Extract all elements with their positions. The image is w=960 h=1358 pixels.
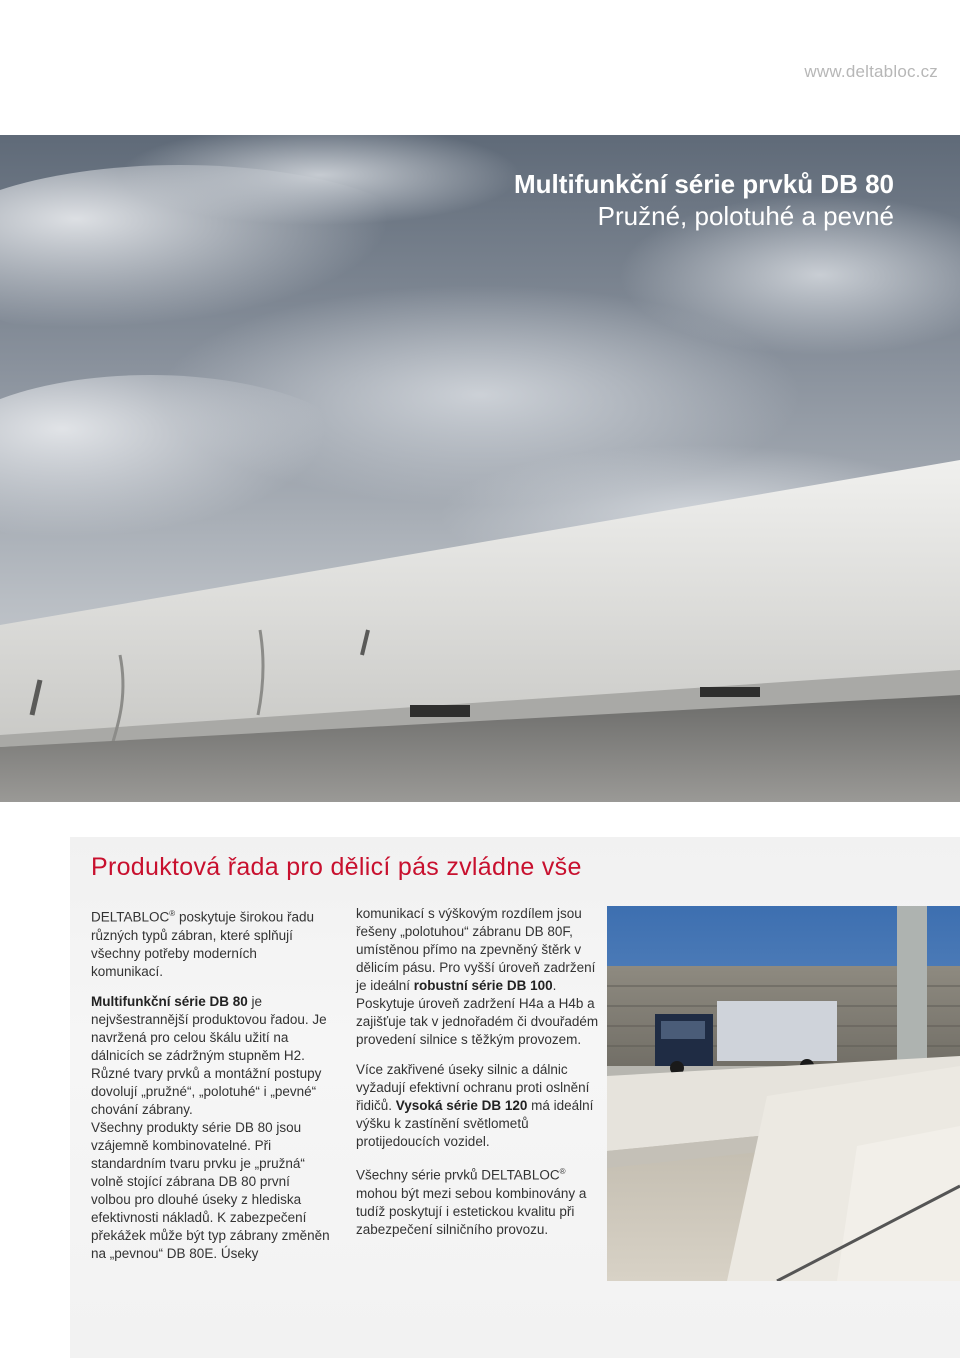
paragraph-db80: [91, 993, 331, 1263]
db120-text-a: Více zakřivené úseky silnic a dálnic vyžadují efektivní ochranu proti oslnění řidičů.: [356, 1062, 590, 1113]
paragraph-db120: [356, 1061, 601, 1151]
paragraph-db100: [356, 905, 601, 1049]
db80-combination-text: Všechny produkty série DB 80 jsou vzájemně kombinovatelné. Při standardním tvaru prvku je „pružná“ volně stojící zábrana DB 80 první volbou pro dlouhé úseky z hlediska efektivnosti nákladů. K zabezpečení překážek může být typ zábrany změněn na „pevnou“ DB 80E. Úseky: [91, 1119, 330, 1261]
db80-text: je nejvšestrannější produktovou řadou. Je navržená pro celou škálu užití na dálnicích se zádržným stupněm H2. Různé tvary prvků a montážní postupy dovolují „pružné“, „polotuhé“ i „pevné“ chování zábrany.: [91, 993, 327, 1117]
paragraph-intro: [91, 905, 331, 981]
registered-mark: ®: [169, 909, 176, 918]
combine-text-b: mohou být mezi sebou kombinovány a tudíž poskytují i estetickou kvalitu při zabezpečení silničního provozu.: [356, 1185, 587, 1237]
registered-mark: ®: [559, 1167, 566, 1176]
text-column-right: [356, 905, 601, 1251]
intro-text: poskytuje širokou řadu různých typů zábran, které splňují všechny potřeby moderních komunikací.: [91, 909, 315, 979]
truck-photo: [607, 906, 960, 1281]
hero-title-block: [514, 168, 894, 232]
website-url[interactable]: www.deltabloc.cz: [804, 62, 938, 81]
brand-name: DELTABLOC: [91, 909, 170, 925]
db120-text-b: má ideální výšku k zastínění světlometů protijedoucích vozidel.: [356, 1098, 594, 1149]
db80-highlight: Multifunkční série DB 80: [91, 993, 248, 1009]
hero-photo: [0, 135, 960, 802]
hero-subtitle: Pružné, polotuhé a pevné: [597, 201, 894, 231]
db100-highlight: robustní série DB 100: [413, 978, 553, 993]
db120-highlight: Vysoká série DB 120: [395, 1098, 528, 1113]
db100-text-a: komunikací s výškovým rozdílem jsou řešeny „polotuhou“ zábranu DB 80F, umístěnou přímo na zpevněný štěrk v dělicím pásu. Pro vyšší úroveň zadržení je ideální: [356, 906, 596, 993]
db100-text-b: . Poskytuje úroveň zadržení H4a a H4b a zajišťuje tak v jednořadém či dvouřadém provedení silnice s těžkým provozem.: [356, 978, 599, 1047]
truck-barrier-image: [607, 906, 960, 1281]
paragraph-combine: [356, 1163, 601, 1239]
text-column-left: [91, 905, 331, 1275]
barrier-sky-image: [0, 135, 960, 802]
section-title: Produktová řada pro dělicí pás zvládne vše: [91, 853, 582, 881]
hero-title: Multifunkční série prvků DB 80: [514, 169, 894, 199]
combine-text-a: Všechny série prvků DELTABLOC: [356, 1167, 560, 1183]
